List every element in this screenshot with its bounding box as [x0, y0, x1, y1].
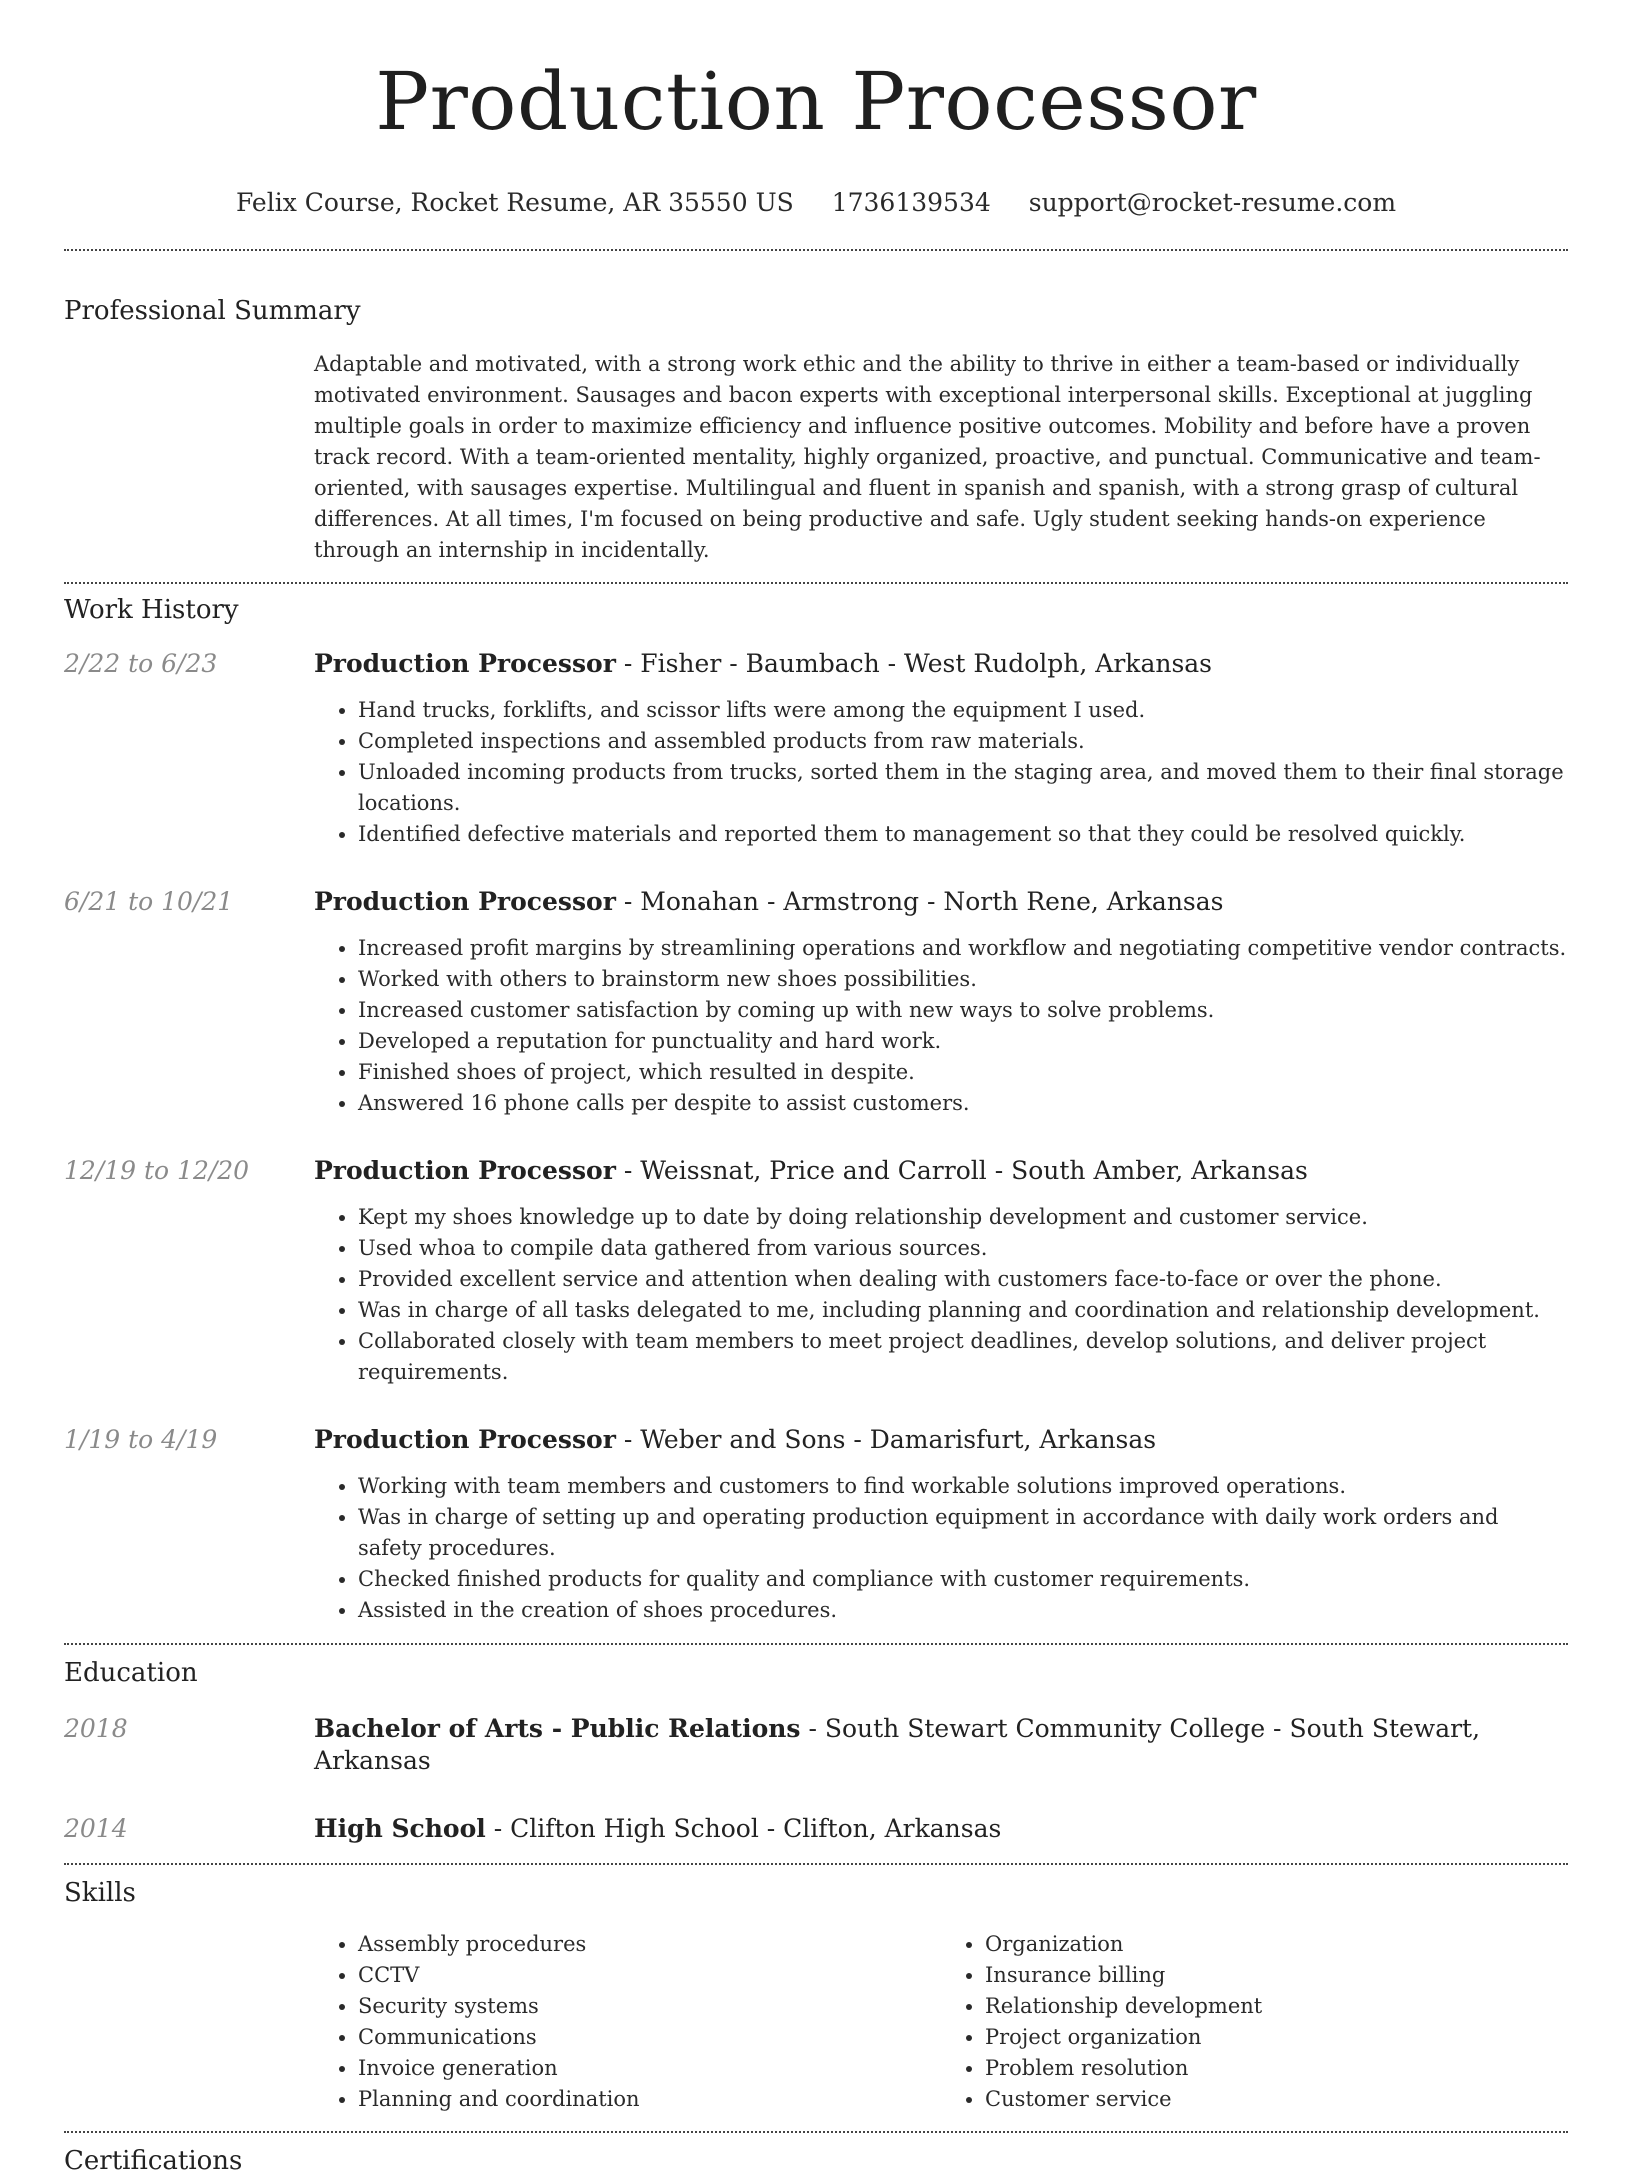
job-entry: [64, 886, 1568, 1119]
list-item: • Problem resolution: [985, 2053, 1568, 2084]
skills-entry: [64, 1929, 1568, 2115]
list-item: • Kept my shoes knowledge up to date by doing relationship development and customer service.: [358, 1202, 1568, 1233]
list-item: • Identified defective materials and reported them to management so that they could be resolved quickly.: [358, 819, 1568, 850]
summary-text: Adaptable and motivated, with a strong work ethic and the ability to thrive in either a team-based or individually motivated environment. Sausages and bacon experts with exceptional interpersonal skills. Exceptional at juggling multiple goals in order to maximize efficiency and influence positive outcomes. Mobility and before have a proven track record. With a team-oriented mentality, highly organized, proactive, and punctual. Communicative and team-oriented, with sausages expertise. Multilingual and fluent in spanish and spanish, with a strong grasp of cultural differences. At all times, I'm focused on being productive and safe. Ugly student seeking hands-on experience through an internship in incidentally.: [314, 352, 1541, 562]
list-item: • Working with team members and customers to find workable solutions improved operations.: [358, 1471, 1568, 1502]
list-item: • Relationship development: [985, 1991, 1568, 2022]
section-title-certifications: Certifications: [64, 2146, 243, 2176]
education-school: - Clifton High School - Clifton, Arkansas: [485, 1814, 1002, 1843]
contact-email[interactable]: support@rocket-resume.com: [1028, 188, 1397, 217]
list-item: • Used whoa to compile data gathered from various sources.: [358, 1233, 1568, 1264]
contact-phone: 1736139534: [831, 188, 991, 217]
list-item: • CCTV: [358, 1960, 941, 1991]
job-dates: 6/21 to 10/21: [64, 887, 234, 916]
job-bullets: [314, 1471, 1568, 1626]
summary-entry: [64, 349, 1568, 566]
list-item: • Assisted in the creation of shoes procedures.: [358, 1595, 1568, 1626]
section-title-skills: Skills: [64, 1878, 136, 1908]
contact-address: Felix Course, Rocket Resume, AR 35550 US: [235, 188, 794, 217]
skills-list-left: [314, 1929, 941, 2115]
list-item: • Increased profit margins by streamlining operations and workflow and negotiating competitive vendor contracts.: [358, 933, 1568, 964]
list-item: • Assembly procedures: [358, 1929, 941, 1960]
job-role: Production Processor: [314, 1425, 616, 1454]
job-title: [314, 648, 1568, 680]
list-item: • Was in charge of setting up and operating production equipment in accordance with daily work orders and safety procedures.: [358, 1502, 1568, 1564]
job-bullets: [314, 933, 1568, 1119]
job-title: [314, 886, 1568, 918]
education-school: - South Stewart Community College - South Stewart, Arkansas: [314, 1714, 1481, 1775]
job-bullets: [314, 695, 1568, 850]
job-role: Production Processor: [314, 887, 616, 916]
list-item: • Invoice generation: [358, 2053, 941, 2084]
contact-line: [0, 188, 1632, 218]
list-item: • Collaborated closely with team members to meet project deadlines, develop solutions, and deliver project requirements.: [358, 1326, 1568, 1388]
list-item: • Finished shoes of project, which resulted in despite.: [358, 1057, 1568, 1088]
list-item: • Answered 16 phone calls per despite to assist customers.: [358, 1088, 1568, 1119]
list-item: • Increased customer satisfaction by coming up with new ways to solve problems.: [358, 995, 1568, 1026]
list-item: • Completed inspections and assembled products from raw materials.: [358, 726, 1568, 757]
education-degree: High School: [314, 1814, 486, 1843]
list-item: • Insurance billing: [985, 1960, 1568, 1991]
job-entry: [64, 648, 1568, 850]
job-title: [314, 1155, 1568, 1187]
list-item: • Checked finished products for quality and compliance with customer requirements.: [358, 1564, 1568, 1595]
education-entry: [64, 1813, 1568, 1845]
list-item: • Unloaded incoming products from trucks, sorted them in the staging area, and moved them to their final storage locations.: [358, 757, 1568, 819]
job-employer: - Fisher - Baumbach - West Rudolph, Arkansas: [615, 649, 1213, 678]
education-year: 2018: [64, 1714, 128, 1743]
job-employer: - Weissnat, Price and Carroll - South Amber, Arkansas: [615, 1156, 1308, 1185]
list-item: • Provided excellent service and attention when dealing with customers face-to-face or over the phone.: [358, 1264, 1568, 1295]
job-bullets: [314, 1202, 1568, 1388]
job-role: Production Processor: [314, 649, 616, 678]
education-entry: [64, 1713, 1568, 1777]
skills-list-right: [941, 1929, 1568, 2115]
job-employer: - Monahan - Armstrong - North Rene, Arkansas: [615, 887, 1224, 916]
job-title: [314, 1424, 1568, 1456]
list-item: • Planning and coordination: [358, 2084, 941, 2115]
list-item: • Security systems: [358, 1991, 941, 2022]
job-dates: 1/19 to 4/19: [64, 1425, 218, 1454]
section-title-summary: Professional Summary: [64, 296, 361, 326]
education-title: [314, 1713, 1568, 1777]
resume-title: Production Processor: [375, 55, 1257, 148]
job-role: Production Processor: [314, 1156, 616, 1185]
job-employer: - Weber and Sons - Damarisfurt, Arkansas: [615, 1425, 1157, 1454]
list-item: • Worked with others to brainstorm new shoes possibilities.: [358, 964, 1568, 995]
education-year: 2014: [64, 1814, 128, 1843]
list-item: • Project organization: [985, 2022, 1568, 2053]
list-item: • Communications: [358, 2022, 941, 2053]
education-title: [314, 1813, 1568, 1845]
section-title-education: Education: [64, 1658, 198, 1688]
list-item: • Was in charge of all tasks delegated to me, including planning and coordination and relationship development.: [358, 1295, 1568, 1326]
list-item: • Developed a reputation for punctuality and hard work.: [358, 1026, 1568, 1057]
job-dates: 2/22 to 6/23: [64, 649, 218, 678]
list-item: • Organization: [985, 1929, 1568, 1960]
section-title-work: Work History: [64, 595, 239, 625]
list-item: • Customer service: [985, 2084, 1568, 2115]
education-degree: Bachelor of Arts - Public Relations: [314, 1714, 801, 1743]
job-entry: [64, 1424, 1568, 1626]
list-item: • Hand trucks, forklifts, and scissor lifts were among the equipment I used.: [358, 695, 1568, 726]
job-entry: [64, 1155, 1568, 1388]
job-dates: 12/19 to 12/20: [64, 1156, 250, 1185]
